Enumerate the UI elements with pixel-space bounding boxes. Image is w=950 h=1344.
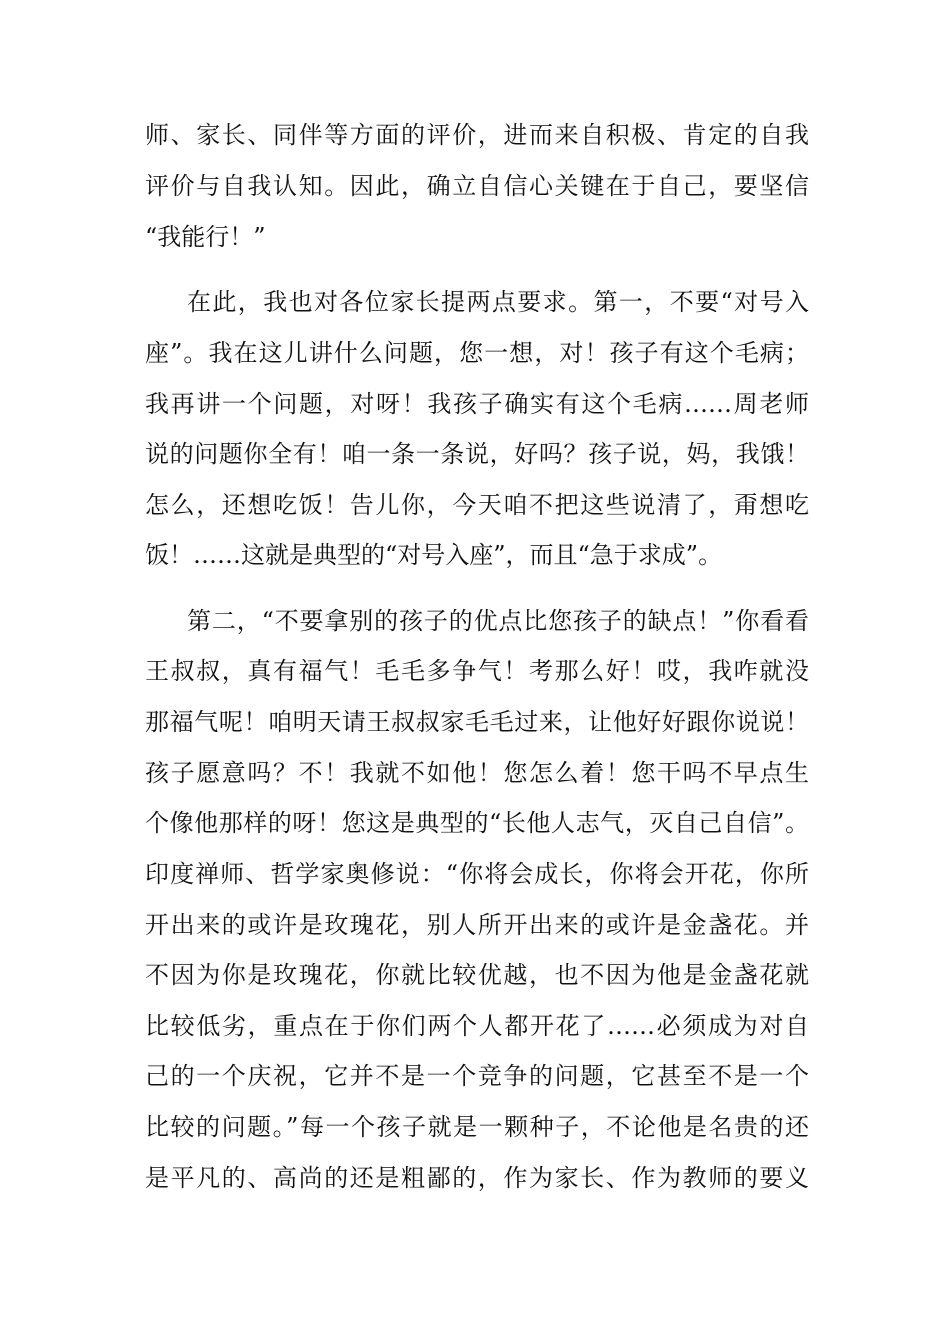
text-line: 比较低劣，重点在于你们两个人都开花了……必须成为对自 bbox=[145, 1012, 809, 1040]
text-line: 孩子愿意吗？不！我就不如他！您怎么着！您干吗不早点生 bbox=[145, 759, 809, 787]
text-line: 比较的问题。”每一个孩子就是一颗种子，不论他是名贵的还 bbox=[145, 1113, 809, 1141]
text-line: 不因为你是玫瑰花，你就比较优越，也不因为他是金盏花就 bbox=[145, 961, 809, 989]
text-line: 评价与自我认知。因此，确立自信心关键在于自己，要坚信 bbox=[145, 172, 809, 200]
text-line: 第二，“不要拿别的孩子的优点比您孩子的缺点！”你看看 bbox=[187, 607, 809, 635]
text-line: 己的一个庆祝，它并不是一个竞争的问题，它甚至不是一个 bbox=[145, 1062, 809, 1090]
text-line: 座”。我在这儿讲什么问题，您一想，对！孩子有这个毛病； bbox=[145, 339, 809, 367]
text-line: “我能行！” bbox=[145, 223, 266, 251]
text-line: 在此，我也对各位家长提两点要求。第一，不要“对号入 bbox=[187, 288, 809, 316]
text-line: 印度禅师、哲学家奥修说：“你将会成长，你将会开花，你所 bbox=[145, 860, 809, 888]
text-line: 是平凡的、高尚的还是粗鄙的，作为家长、作为教师的要义 bbox=[145, 1164, 809, 1192]
text-line: 师、家长、同伴等方面的评价，进而来自积极、肯定的自我 bbox=[145, 121, 809, 149]
text-line: 说的问题你全有！咱一条一条说，好吗？孩子说，妈，我饿！ bbox=[145, 440, 809, 468]
text-line: 开出来的或许是玫瑰花，别人所开出来的或许是金盏花。并 bbox=[145, 911, 809, 939]
text-line: 饭！……这就是典型的“对号入座”，而且“急于求成”。 bbox=[145, 541, 723, 569]
text-line: 个像他那样的呀！您这是典型的“长他人志气，灭自己自信”。 bbox=[145, 809, 809, 837]
text-line: 那福气呢！咱明天请王叔叔家毛毛过来，让他好好跟你说说！ bbox=[145, 708, 809, 736]
text-line: 怎么，还想吃饭！告儿你，今天咱不把这些说清了，甭想吃 bbox=[145, 491, 809, 519]
text-line: 王叔叔，真有福气！毛毛多争气！考那么好！哎，我咋就没 bbox=[145, 657, 809, 685]
text-line: 我再讲一个问题，对呀！我孩子确实有这个毛病……周老师 bbox=[145, 390, 809, 418]
